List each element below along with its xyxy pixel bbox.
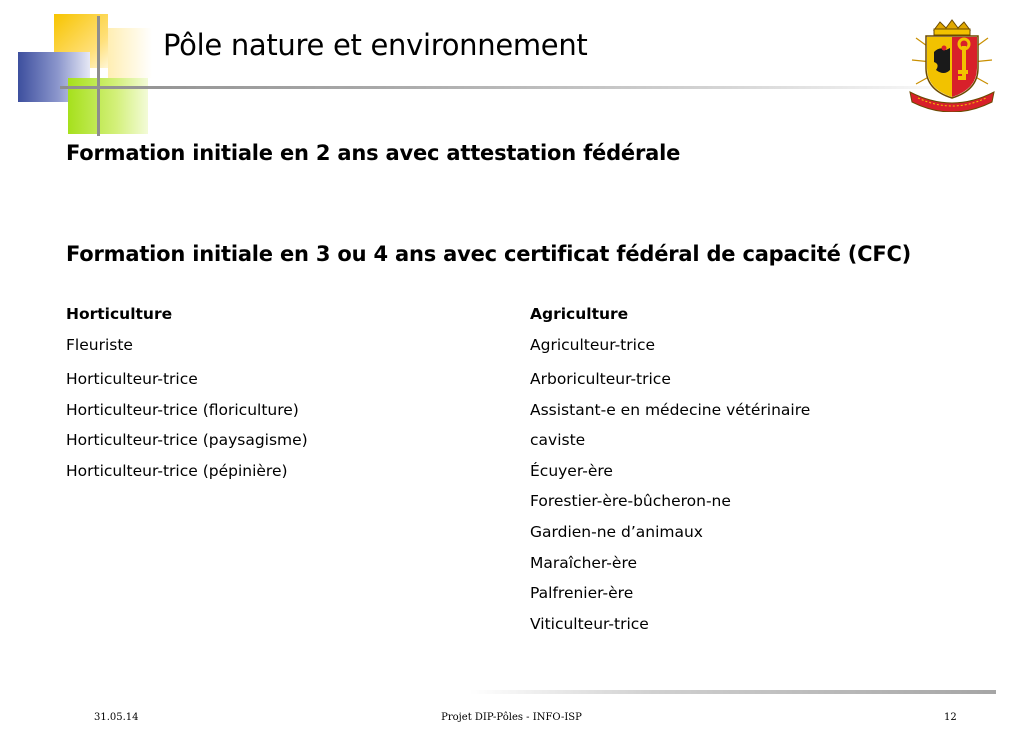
- list-item: Arboriculteur-trice: [530, 370, 671, 388]
- list-item: Agriculteur-trice: [530, 336, 655, 354]
- list-item: Maraîcher-ère: [530, 553, 638, 572]
- list-item: Forestier-ère-bûcheron-ne: [530, 492, 731, 511]
- list-item: Assistant-e en médecine vétérinaire: [530, 400, 811, 419]
- list-item: Horticulteur-trice (floriculture): [66, 400, 299, 419]
- title-divider: [60, 86, 980, 89]
- decor-yellow-fade: [108, 28, 152, 78]
- footer-divider: [470, 690, 996, 694]
- list-item: Écuyer-ère: [530, 461, 613, 480]
- geneva-coat-of-arms-icon: [906, 18, 998, 112]
- list-item: Viticulteur-trice: [530, 614, 649, 633]
- list-item: Horticulteur-trice: [66, 370, 198, 388]
- list-item: Palfrenier-ère: [530, 584, 634, 603]
- footer-project-label: Projet DIP-Pôles - INFO-ISP: [441, 712, 582, 723]
- column-header-agriculture: Agriculture: [530, 305, 629, 323]
- list-item: Gardien-ne d’animaux: [530, 522, 703, 541]
- footer-date: 31.05.14: [94, 712, 139, 723]
- heading-2yr-training: Formation initiale en 2 ans avec attestation fédérale: [66, 141, 681, 165]
- slide-title: Pôle nature et environnement: [163, 28, 588, 62]
- footer-page-number: 12: [944, 712, 957, 723]
- list-item: caviste: [530, 431, 586, 450]
- horticulture-column: [66, 303, 308, 490]
- agriculture-column: [530, 303, 810, 643]
- decor-vertical-line: [97, 16, 100, 136]
- list-item: Horticulteur-trice (paysagisme): [66, 431, 308, 450]
- heading-3-4yr-training: Formation initiale en 3 ou 4 ans avec certificat fédéral de capacité (CFC): [66, 242, 912, 266]
- list-item: Horticulteur-trice (pépinière): [66, 461, 288, 480]
- list-item: Fleuriste: [66, 336, 133, 354]
- column-header-horticulture: Horticulture: [66, 305, 173, 323]
